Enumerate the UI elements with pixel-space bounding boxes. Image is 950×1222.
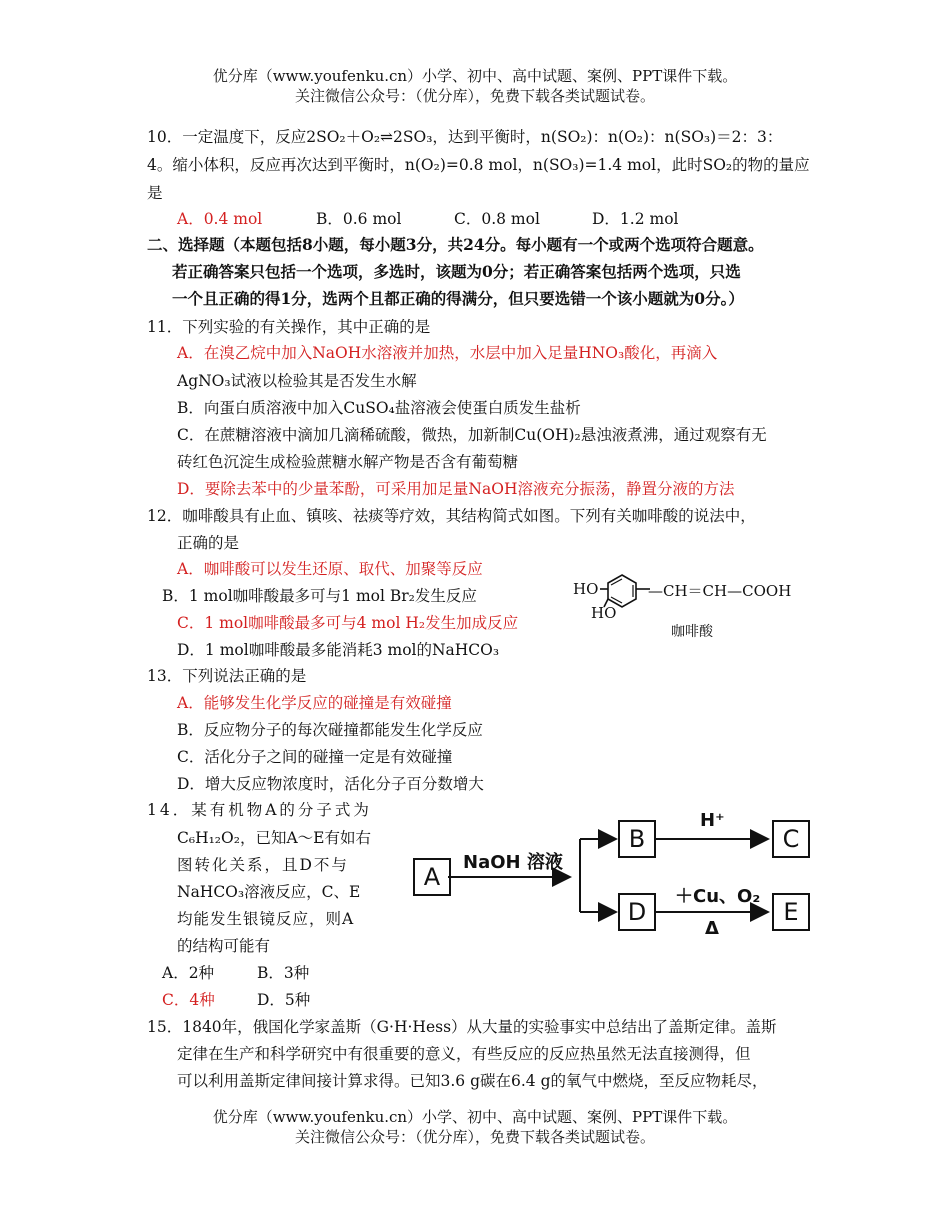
q10-line-3: 是 xyxy=(147,184,163,202)
q11-option-a-line-1: A．在溴乙烷中加入NaOH水溶液并加热，水层中加入足量HNO₃酸化，再滴入 xyxy=(177,344,718,362)
box-b: B xyxy=(618,820,656,858)
label-h-plus: H⁺ xyxy=(700,810,725,831)
q14-option-d: D．5种 xyxy=(257,991,311,1009)
q13-option-b: B．反应物分子的每次碰撞都能发生化学反应 xyxy=(177,721,483,739)
q10-option-d: D．1.2 mol xyxy=(592,210,679,228)
footer-line-1: 优分库（www.youfenku.cn）小学、初中、高中试题、案例、PPT课件下载。 xyxy=(212,1108,738,1126)
q11-option-a-line-2: AgNO₃试液以检验其是否发生水解 xyxy=(177,372,417,390)
q11-stem: 11．下列实验的有关操作，其中正确的是 xyxy=(147,318,431,336)
box-c: C xyxy=(772,820,810,858)
q10-option-b: B．0.6 mol xyxy=(316,210,402,228)
q15-line-2: 定律在生产和科学研究中有很重要的意义，有些反应的反应热虽然无法直接测得，但 xyxy=(177,1045,751,1063)
q12-stem-line-2: 正确的是 xyxy=(177,534,240,552)
section2-heading-line-3: 一个且正确的得1分，选两个且都正确的得满分，但只要选错一个该小题就为0分。） xyxy=(172,289,744,308)
label-cu-o2: ＋Cu、O₂ xyxy=(675,886,761,907)
q15-line-1: 15．1840年，俄国化学家盖斯（G·H·Hess）从大量的实验事实中总结出了盖斯定律。盖斯 xyxy=(147,1018,777,1036)
structure-name: 咖啡酸 xyxy=(671,624,713,640)
q13-option-d: D．增大反应物浓度时，活化分子百分数增大 xyxy=(177,775,484,793)
box-a: A xyxy=(413,858,451,896)
q11-option-c-line-1: C．在蔗糖溶液中滴加几滴稀硫酸，微热，加新制Cu(OH)₂悬浊液煮沸，通过观察有无 xyxy=(177,426,767,444)
header-line-2: 关注微信公众号：（优分库），免费下载各类试题试卷。 xyxy=(294,87,655,105)
structure-side-chain: —CH＝CH—COOH xyxy=(648,582,792,600)
q13-option-a: A．能够发生化学反应的碰撞是有效碰撞 xyxy=(177,694,452,712)
q10-line-1: 10．一定温度下，反应2SO₂＋O₂⇌2SO₃，达到平衡时，n(SO₂)：n(O₂)：n(SO₃)＝2：3： xyxy=(147,128,783,146)
box-d: D xyxy=(618,893,656,931)
section2-heading-line-1: 二、选择题（本题包括8小题，每小题3分，共24分。每小题有一个或两个选项符合题意。 xyxy=(147,235,764,254)
q11-option-c-line-2: 砖红色沉淀生成检验蔗糖水解产物是否含有葡萄糖 xyxy=(177,453,519,471)
q11-option-b: B．向蛋白质溶液中加入CuSO₄盐溶液会使蛋白质发生盐析 xyxy=(177,399,581,417)
structure-ho-1: HO xyxy=(573,580,599,598)
q14-line-5: 均能发生银镜反应，则A xyxy=(177,910,355,928)
q12-option-d: D．1 mol咖啡酸最多能消耗3 mol的NaHCO₃ xyxy=(177,641,500,659)
q10-option-c: C．0.8 mol xyxy=(454,210,540,228)
structure-ho-2: HO xyxy=(591,604,617,622)
header-line-1: 优分库（www.youfenku.cn）小学、初中、高中试题、案例、PPT课件下载。 xyxy=(212,67,738,85)
section2-heading-line-2: 若正确答案只包括一个选项，多选时，该题为0分；若正确答案包括两个选项，只选 xyxy=(172,262,741,281)
q14-option-c: C．4种 xyxy=(162,991,215,1009)
label-heat-delta: Δ xyxy=(705,918,719,939)
q14-option-a: A．2种 xyxy=(162,964,215,982)
footer-line-2: 关注微信公众号：（优分库），免费下载各类试题试卷。 xyxy=(294,1128,655,1146)
label-naoh-solution: NaOH 溶液 xyxy=(463,852,563,873)
q13-option-c: C．活化分子之间的碰撞一定是有效碰撞 xyxy=(177,748,453,766)
q14-line-4: NaHCO₃溶液反应，C、E xyxy=(177,883,361,901)
q14-line-3: 图转化关系，且D不与 xyxy=(177,856,349,874)
q10-line-2: 4。缩小体积，反应再次达到平衡时，n(O₂)=0.8 mol，n(SO₃)=1.4 mol，此时SO₂的物的量应 xyxy=(147,156,810,174)
q13-stem: 13．下列说法正确的是 xyxy=(147,667,307,685)
q11-option-d: D．要除去苯中的少量苯酚，可采用加足量NaOH溶液充分振荡，静置分液的方法 xyxy=(177,480,735,498)
q14-line-1: 14．某有机物A的分子式为 xyxy=(147,801,372,819)
q12-option-c: C．1 mol咖啡酸最多可与4 mol H₂发生加成反应 xyxy=(177,614,519,632)
q14-line-2: C₆H₁₂O₂，已知A～E有如右 xyxy=(177,829,371,847)
q12-option-a: A．咖啡酸可以发生还原、取代、加聚等反应 xyxy=(177,560,483,578)
q12-stem-line-1: 12．咖啡酸具有止血、镇咳、祛痰等疗效，其结构简式如图。下列有关咖啡酸的说法中， xyxy=(147,507,756,525)
q12-option-b: B．1 mol咖啡酸最多可与1 mol Br₂发生反应 xyxy=(162,587,477,605)
q14-line-6: 的结构可能有 xyxy=(177,937,271,955)
box-e: E xyxy=(772,893,810,931)
q14-option-b: B．3种 xyxy=(257,964,310,982)
q10-option-a: A．0.4 mol xyxy=(177,210,263,228)
q15-line-3: 可以利用盖斯定律间接计算求得。已知3.6 g碳在6.4 g的氧气中燃烧，至反应物耗尽， xyxy=(177,1072,768,1090)
